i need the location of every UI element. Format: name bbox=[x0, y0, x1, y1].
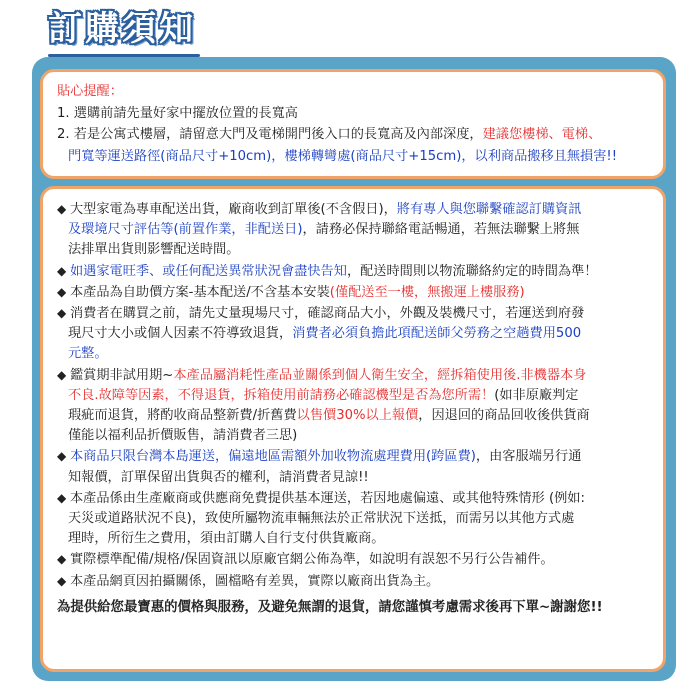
note-remote-text: 本產品係由生產廠商或供應商免費提供基本運送，若因地處偏遠、或其他特殊情形 (例如: bbox=[70, 490, 585, 506]
note-delivery-line3: 法排單出貨則影響配送時間。 bbox=[68, 242, 240, 258]
note-spec bbox=[57, 549, 653, 570]
tips-item-2-continued: 門寬等運送路徑(商品尺寸+10cm)，樓梯轉彎處(商品尺寸+15cm)，以利商品搬移且無損害!! bbox=[68, 148, 618, 164]
bullet-icon: ◆ bbox=[57, 367, 67, 382]
note-taiwan-only bbox=[57, 446, 653, 467]
note-appreciation-highlight-3: 以售價30%以上報價 bbox=[296, 408, 419, 424]
note-taiwan-highlight: 本商品只限台灣本島運送，偏遠地區需額外加收物流處理費用(跨區費) bbox=[70, 449, 476, 465]
note-delivery bbox=[57, 199, 653, 220]
note-photo-text: 本產品網頁因拍攝關係，圖檔略有差異，實際以廠商出貨為主。 bbox=[70, 573, 440, 589]
note-measure-text-2: 現尺寸大小或個人因素不符導致退貨， bbox=[68, 326, 293, 342]
tips-heading: 貼心提醒： bbox=[57, 84, 123, 99]
note-remote-line3: 理時，所衍生之費用，須由訂購人自行支付供貨廠商。 bbox=[68, 531, 385, 547]
note-appreciation-line3 bbox=[57, 406, 653, 426]
note-taiwan-line2: 知報價，訂單保留出貨與否的權利，請消費者見諒!! bbox=[68, 469, 369, 485]
note-basic-delivery bbox=[57, 282, 653, 303]
note-peak-season bbox=[57, 261, 653, 282]
note-measure bbox=[57, 303, 653, 324]
note-measure-line2 bbox=[57, 324, 653, 344]
note-delivery-text: 大型家電為專車配送出貨，廠商收到訂單後(不含假日)， bbox=[70, 202, 397, 217]
note-basic-text: 本產品為自助價方案-基本配送/不含基本安裝 bbox=[70, 284, 330, 300]
note-measure-highlight: 消費者必須負擔此項配送師父勞務之空趟費用500 bbox=[292, 326, 582, 342]
note-appreciation-text-2: (如非原廠判定 bbox=[494, 387, 579, 403]
tips-item-1: 1. 選購前請先量好家中擺放位置的長寬高 bbox=[57, 105, 298, 121]
bullet-icon: ◆ bbox=[57, 202, 67, 216]
tips-item-2 bbox=[57, 124, 649, 146]
note-appreciation-line2 bbox=[57, 386, 653, 406]
note-appreciation-highlight-2: 不良.故障等因素，不得退貨，拆箱使用前請務必確認機型是否為您所需！ bbox=[68, 387, 495, 403]
bullet-icon: ◆ bbox=[57, 263, 67, 278]
bullet-icon: ◆ bbox=[57, 573, 67, 588]
note-remote-area bbox=[57, 488, 653, 509]
note-appreciation-text: 鑑賞期非試用期~ bbox=[70, 367, 174, 383]
note-appreciation-line4: 僅能以福利品折價販售，請消費者三思) bbox=[68, 428, 298, 444]
bullet-icon: ◆ bbox=[57, 449, 67, 464]
note-peak-highlight: 如遇家電旺季、或任何配送異常狀況會盡快告知 bbox=[70, 263, 347, 279]
tips-box bbox=[40, 69, 666, 179]
note-peak-text: ，配送時間則以物流聯絡約定的時間為準！ bbox=[346, 263, 598, 279]
note-delivery-highlight: 將有專人與您聯繫確認訂購資訊 bbox=[396, 202, 582, 217]
footer-message: 為提供給您最寶惠的價格與服務，及避免無謂的退貨，請您謹慎考慮需求後再下單~謝謝您!! bbox=[57, 599, 603, 615]
bullet-icon: ◆ bbox=[57, 552, 67, 567]
note-delivery-highlight-2: 及環境尺寸評估等(前置作業，非配送日) bbox=[68, 222, 303, 238]
note-measure-text: 消費者在購買之前，請先丈量現場尺寸，確認商品大小，外觀及裝機尺寸，若運送到府發 bbox=[70, 306, 585, 322]
page-title bbox=[48, 6, 208, 56]
note-delivery-line2 bbox=[57, 220, 653, 240]
notes-box bbox=[40, 186, 666, 672]
note-basic-highlight: (僅配送至一樓，無搬運上樓服務) bbox=[329, 284, 525, 300]
note-appreciation-highlight: 本產品屬消耗性產品並關係到個人衛生安全，經拆箱使用後.非機器本身 bbox=[173, 367, 587, 383]
note-delivery-text-2: ，請務必保持聯絡電話暢通，若無法聯繫上將無 bbox=[302, 222, 580, 238]
note-remote-line2: 天災或道路狀況不良)，致使所屬物流車輛無法於正常狀況下送抵，而需另以其他方式處 bbox=[68, 511, 575, 527]
tips-item-2-highlight: 建議您樓梯、電梯、 bbox=[482, 127, 602, 142]
note-appreciation bbox=[57, 365, 653, 386]
bullet-icon: ◆ bbox=[57, 306, 67, 321]
note-measure-line3: 元整。 bbox=[68, 346, 108, 362]
tips-item-2-text: 2. 若是公寓式樓層，請留意大門及電梯開門後入口的長寬高及內部深度， bbox=[57, 127, 483, 142]
bullet-icon: ◆ bbox=[57, 284, 67, 299]
bullet-icon: ◆ bbox=[57, 490, 67, 505]
note-appreciation-text-3: 瑕疵而退貨，將酌收商品整新費/折舊費 bbox=[68, 408, 297, 424]
note-taiwan-text: ，由客服端另行通 bbox=[475, 449, 582, 465]
note-spec-text: 實際標準配備/規格/保固資訊以原廠官網公佈為準，如說明有誤恕不另行公告補件。 bbox=[70, 552, 554, 568]
note-photo bbox=[57, 571, 653, 592]
note-appreciation-text-4: ，因退回的商品回收後供貨商 bbox=[418, 408, 590, 424]
page-title-text: 訂購須知 bbox=[48, 9, 196, 49]
